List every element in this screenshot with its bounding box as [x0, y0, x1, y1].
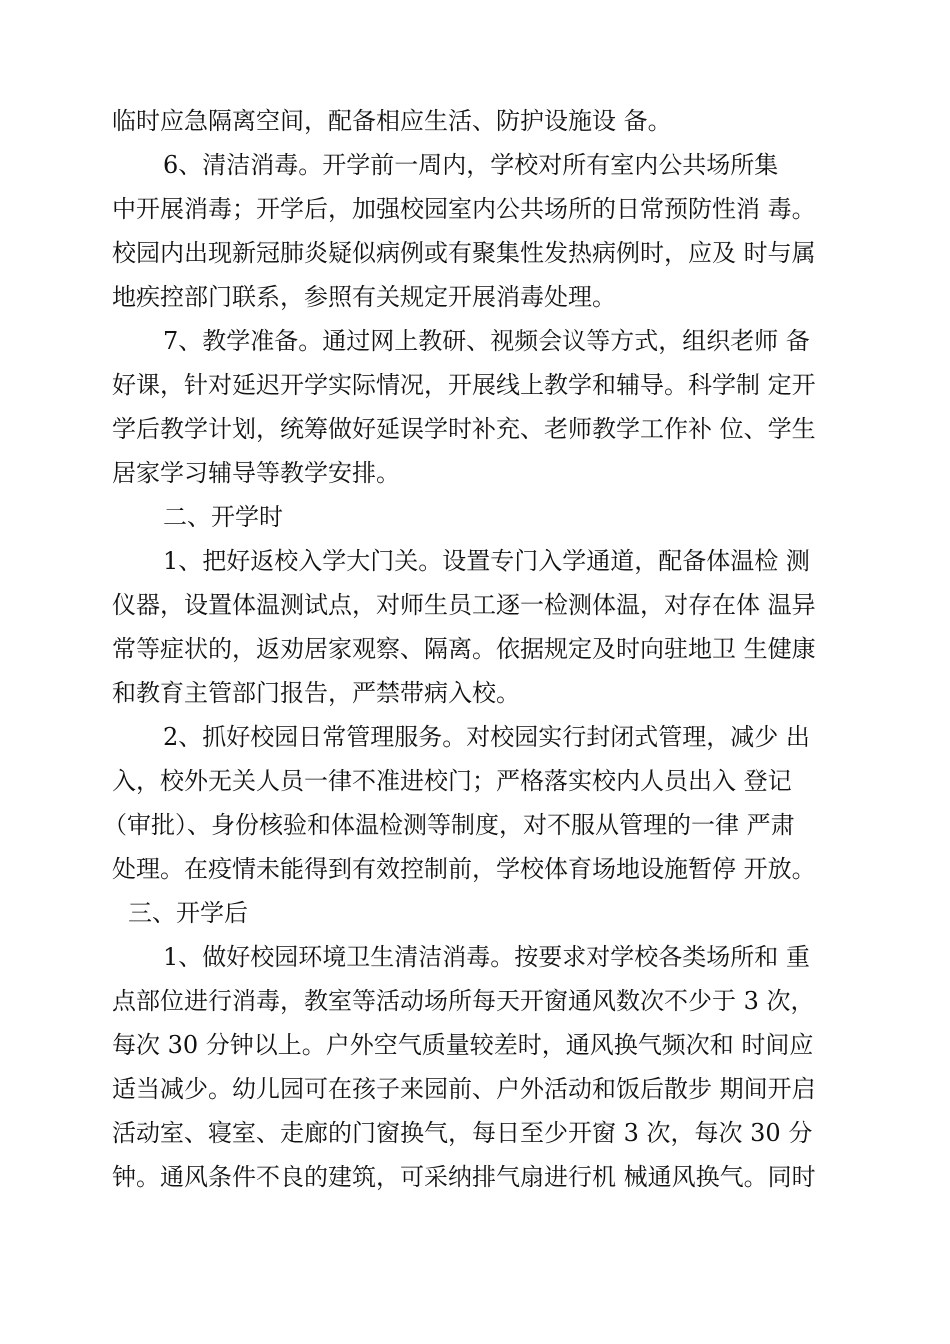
text-line: 地疾控部门联系，参照有关规定开展消毒处理。 [112, 283, 616, 311]
text-line: 和教育主管部门报告，严禁带病入校。 [112, 679, 520, 707]
text-line: 学后教学计划，统筹做好延误学时补充、老师教学工作补 位、学生 [112, 415, 816, 443]
text-line: 适当减少。幼儿园可在孩子来园前、户外活动和饭后散步 期间开启 [112, 1075, 816, 1103]
text-line: 6、清洁消毒。开学前一周内，学校对所有室内公共场所集 [163, 151, 779, 179]
text-line: 活动室、寝室、走廊的门窗换气，每日至少开窗 3 次，每次 30 分 [112, 1119, 813, 1147]
text-line: 好课，针对延迟开学实际情况，开展线上教学和辅导。科学制 定开 [112, 371, 816, 399]
text-line: 处理。在疫情未能得到有效控制前，学校体育场地设施暂停 开放。 [112, 855, 816, 883]
text-line: 1、做好校园环境卫生清洁消毒。按要求对学校各类场所和 重 [163, 943, 810, 971]
text-line: 常等症状的，返劝居家观察、隔离。依据规定及时向驻地卫 生健康 [112, 635, 816, 663]
text-line: 钟。通风条件不良的建筑，可采纳排气扇进行机 械通风换气。同时 [112, 1163, 816, 1191]
text-line: 中开展消毒；开学后，加强校园室内公共场所的日常预防性消 毒。 [112, 195, 816, 223]
text-line: 2、抓好校园日常管理服务。对校园实行封闭式管理，减少 出 [163, 723, 810, 751]
section-heading: 三、开学后 [128, 899, 248, 927]
text-line: 点部位进行消毒，教室等活动场所每天开窗通风数次不少于 3 次， [112, 987, 815, 1015]
text-line: 校园内出现新冠肺炎疑似病例或有聚集性发热病例时，应及 时与属 [112, 239, 816, 267]
text-line: 仪器，设置体温测试点，对师生员工逐一检测体温，对存在体 温异 [112, 591, 816, 619]
text-line: 每次 30 分钟以上。户外空气质量较差时，通风换气频次和 时间应 [112, 1031, 814, 1059]
text-line: 居家学习辅导等教学安排。 [112, 459, 400, 487]
section-heading: 二、开学时 [163, 503, 283, 531]
text-line: 入，校外无关人员一律不准进校门；严格落实校内人员出入 登记 [112, 767, 792, 795]
text-line: 1、把好返校入学大门关。设置专门入学通道，配备体温检 测 [163, 547, 810, 575]
text-line: 临时应急隔离空间，配备相应生活、防护设施设 备。 [112, 107, 672, 135]
text-line: 7、教学准备。通过网上教研、视频会议等方式，组织老师 备 [163, 327, 810, 355]
text-line: （审批）、身份核验和体温检测等制度，对不服从管理的一律 严肃 [103, 811, 795, 839]
